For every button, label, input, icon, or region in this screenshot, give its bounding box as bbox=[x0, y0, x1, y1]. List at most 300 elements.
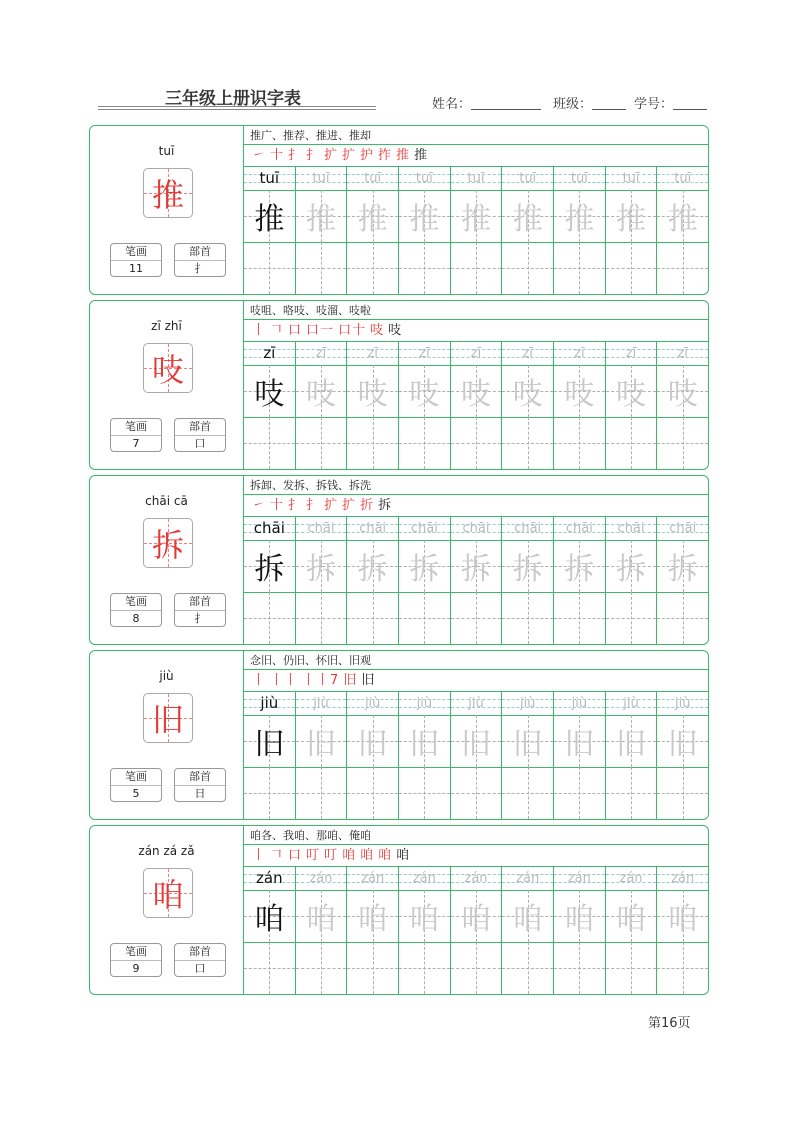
trace-character: 推 bbox=[667, 202, 698, 237]
pinyin-cell[interactable] bbox=[296, 167, 348, 190]
writing-cell[interactable] bbox=[296, 190, 348, 242]
stroke-step: 吱 bbox=[388, 323, 403, 338]
writing-cell[interactable] bbox=[657, 242, 708, 294]
pinyin-trace: chāi bbox=[462, 521, 490, 536]
writing-cell[interactable] bbox=[606, 540, 658, 592]
pinyin-row bbox=[244, 692, 708, 716]
writing-cell[interactable] bbox=[244, 242, 296, 294]
writing-cell[interactable] bbox=[502, 242, 554, 294]
pinyin-trace: tuī bbox=[467, 171, 485, 186]
trace-row bbox=[244, 540, 708, 593]
trace-character: 推 bbox=[306, 202, 336, 237]
pinyin-cell[interactable] bbox=[657, 167, 708, 190]
pinyin-trace: zán bbox=[619, 871, 643, 886]
word-list: 念旧、仍旧、怀旧、旧观 bbox=[244, 651, 708, 670]
pinyin-cell[interactable] bbox=[296, 867, 348, 890]
pinyin-trace: zī bbox=[625, 346, 637, 361]
writing-cell[interactable] bbox=[554, 715, 606, 767]
pinyin-cell[interactable] bbox=[347, 867, 399, 890]
writing-cell[interactable] bbox=[502, 190, 554, 242]
writing-cell[interactable] bbox=[347, 592, 399, 644]
writing-cell[interactable] bbox=[399, 365, 451, 417]
writing-cell[interactable] bbox=[502, 767, 554, 819]
stroke-step: 折 bbox=[360, 498, 375, 513]
pinyin-cell[interactable] bbox=[502, 867, 554, 890]
pinyin-cell[interactable] bbox=[606, 167, 658, 190]
pinyin-cell[interactable] bbox=[554, 692, 606, 715]
writing-cell[interactable] bbox=[244, 715, 296, 767]
writing-cell[interactable] bbox=[296, 942, 348, 994]
pinyin-trace: zī bbox=[367, 346, 378, 361]
stroke-step: 咱 bbox=[360, 848, 375, 863]
pinyin-cell[interactable] bbox=[502, 342, 554, 365]
trace-character: 咱 bbox=[667, 902, 698, 937]
stroke-step: 吱 bbox=[370, 323, 385, 338]
writing-cell[interactable] bbox=[606, 190, 658, 242]
pinyin-cell[interactable] bbox=[244, 342, 296, 365]
writing-cell[interactable] bbox=[296, 715, 348, 767]
writing-cell[interactable] bbox=[606, 767, 658, 819]
stroke-count-label: 笔画 bbox=[111, 244, 161, 261]
pinyin-cell[interactable] bbox=[347, 167, 399, 190]
pinyin-trace: chāi bbox=[253, 519, 285, 537]
stroke-order bbox=[244, 320, 708, 342]
writing-cell[interactable] bbox=[347, 365, 399, 417]
stroke-step: 扌 bbox=[306, 148, 321, 163]
pinyin-trace: tuī bbox=[570, 171, 588, 186]
writing-cell[interactable] bbox=[657, 365, 708, 417]
trace-character: 推 bbox=[616, 202, 647, 237]
stroke-step: 拆 bbox=[378, 498, 393, 513]
writing-cell[interactable] bbox=[399, 540, 451, 592]
writing-cell[interactable] bbox=[399, 715, 451, 767]
writing-cell[interactable] bbox=[399, 242, 451, 294]
radical-value: 扌 bbox=[194, 262, 206, 275]
stroke-step: 叮 bbox=[306, 848, 321, 863]
pinyin-trace: zī bbox=[315, 346, 327, 361]
writing-cell[interactable] bbox=[502, 715, 554, 767]
trace-character: 旧 bbox=[306, 727, 336, 762]
pinyin-cell[interactable] bbox=[502, 692, 554, 715]
stroke-step: 十 bbox=[270, 148, 285, 163]
trace-character: 推 bbox=[512, 202, 543, 237]
writing-cell[interactable] bbox=[657, 715, 708, 767]
character-card bbox=[89, 825, 709, 995]
pinyin-cell[interactable] bbox=[347, 342, 399, 365]
stroke-step: 扩 bbox=[324, 498, 339, 513]
writing-cell[interactable] bbox=[451, 890, 503, 942]
stroke-step: 口一 bbox=[306, 323, 335, 338]
radical-value: 口 bbox=[194, 437, 206, 450]
writing-cell[interactable] bbox=[554, 190, 606, 242]
pinyin-cell[interactable] bbox=[399, 167, 451, 190]
writing-cell[interactable] bbox=[399, 417, 451, 469]
writing-cell[interactable] bbox=[554, 540, 606, 592]
stroke-step: 旧 bbox=[361, 673, 376, 688]
model-character: 咱 bbox=[254, 902, 285, 937]
pinyin-cell[interactable] bbox=[399, 692, 451, 715]
writing-cell[interactable] bbox=[244, 540, 296, 592]
trace-character: 旧 bbox=[667, 727, 698, 762]
stroke-step: 推 bbox=[396, 148, 411, 163]
pinyin-trace: chāi bbox=[410, 521, 438, 536]
writing-cell[interactable] bbox=[347, 540, 399, 592]
pinyin-trace: jiù bbox=[416, 696, 433, 711]
character-display-box bbox=[143, 868, 193, 918]
pinyin-trace: jiù bbox=[674, 696, 691, 711]
writing-cell[interactable] bbox=[657, 767, 708, 819]
radical-box bbox=[174, 418, 226, 452]
stroke-step: 𠃍 bbox=[270, 323, 285, 338]
pinyin-trace: zī bbox=[263, 344, 276, 362]
trace-character: 推 bbox=[357, 202, 388, 237]
trace-character: 吱 bbox=[564, 377, 595, 412]
pinyin-trace: zán bbox=[256, 869, 283, 887]
writing-cell[interactable] bbox=[657, 540, 708, 592]
model-character: 旧 bbox=[254, 727, 285, 762]
pinyin-trace: zán bbox=[567, 871, 591, 886]
trace-character: 拆 bbox=[306, 552, 336, 587]
writing-cell[interactable] bbox=[657, 942, 708, 994]
writing-cell[interactable] bbox=[657, 190, 708, 242]
writing-cell[interactable] bbox=[606, 715, 658, 767]
stroke-step: ㇀ bbox=[252, 498, 267, 513]
character: 拆 bbox=[151, 526, 184, 564]
writing-cell[interactable] bbox=[451, 242, 503, 294]
stroke-count-label: 笔画 bbox=[111, 594, 161, 611]
trace-character: 推 bbox=[409, 202, 440, 237]
writing-cell[interactable] bbox=[347, 715, 399, 767]
title-underline bbox=[98, 106, 376, 107]
stroke-step: ㇀ bbox=[252, 148, 267, 163]
radical-value: 扌 bbox=[194, 612, 206, 625]
writing-cell[interactable] bbox=[399, 942, 451, 994]
writing-cell[interactable] bbox=[554, 417, 606, 469]
pinyin-trace: tuī bbox=[415, 171, 433, 186]
writing-cell[interactable] bbox=[399, 592, 451, 644]
pinyin-cell[interactable] bbox=[244, 517, 296, 540]
pinyin-cell[interactable] bbox=[296, 692, 348, 715]
practice-panel bbox=[244, 476, 708, 644]
writing-cell[interactable] bbox=[296, 417, 348, 469]
trace-character: 咱 bbox=[616, 902, 647, 937]
writing-cell[interactable] bbox=[347, 942, 399, 994]
writing-cell[interactable] bbox=[554, 592, 606, 644]
trace-character: 旧 bbox=[409, 727, 440, 762]
character-info-panel bbox=[90, 826, 244, 994]
stroke-order bbox=[244, 845, 708, 867]
pinyin-trace: jiù bbox=[571, 696, 588, 711]
model-character: 推 bbox=[254, 202, 285, 237]
stroke-count-label: 笔画 bbox=[111, 769, 161, 786]
writing-cell[interactable] bbox=[554, 942, 606, 994]
name-field[interactable] bbox=[432, 93, 541, 112]
blank-row bbox=[244, 942, 708, 994]
stroke-step: 𠃍 bbox=[270, 848, 285, 863]
stroke-step: 扩 bbox=[342, 498, 357, 513]
pinyin-trace: tuī bbox=[622, 171, 640, 186]
blank-row bbox=[244, 767, 708, 819]
writing-cell[interactable] bbox=[451, 190, 503, 242]
stroke-step: 丨 bbox=[252, 673, 267, 688]
pinyin-trace: chāi bbox=[514, 521, 542, 536]
pinyin-cell[interactable] bbox=[606, 342, 658, 365]
stroke-count-box bbox=[110, 418, 162, 452]
pinyin-cell[interactable] bbox=[244, 692, 296, 715]
writing-cell[interactable] bbox=[399, 190, 451, 242]
writing-cell[interactable] bbox=[347, 417, 399, 469]
writing-cell[interactable] bbox=[244, 365, 296, 417]
pinyin-trace: zán bbox=[309, 871, 333, 886]
character-card bbox=[89, 650, 709, 820]
pinyin-trace: zán bbox=[516, 871, 540, 886]
writing-cell[interactable] bbox=[296, 767, 348, 819]
pinyin-cell[interactable] bbox=[347, 517, 399, 540]
stroke-count-value: 8 bbox=[132, 612, 140, 625]
model-character: 吱 bbox=[254, 377, 285, 412]
character-display-box bbox=[143, 168, 193, 218]
pinyin-trace: chāi bbox=[565, 521, 593, 536]
writing-cell[interactable] bbox=[502, 365, 554, 417]
pinyin-cell[interactable] bbox=[451, 517, 503, 540]
writing-cell[interactable] bbox=[347, 242, 399, 294]
pinyin-trace: zī bbox=[522, 346, 533, 361]
trace-character: 拆 bbox=[667, 552, 698, 587]
pinyin-cell[interactable] bbox=[502, 167, 554, 190]
pinyin-trace: chāi bbox=[307, 521, 335, 536]
writing-cell[interactable] bbox=[657, 417, 708, 469]
pinyin-trace: jiù bbox=[519, 696, 536, 711]
blank-row bbox=[244, 242, 708, 294]
pinyin-row bbox=[244, 867, 708, 891]
character-info-panel bbox=[90, 476, 244, 644]
writing-cell[interactable] bbox=[606, 890, 658, 942]
writing-cell[interactable] bbox=[554, 767, 606, 819]
trace-character: 吱 bbox=[512, 377, 543, 412]
radical-value: 日 bbox=[194, 787, 206, 800]
blank-row bbox=[244, 592, 708, 644]
radical-label: 部首 bbox=[175, 244, 225, 261]
pinyin-trace: chāi bbox=[669, 521, 697, 536]
stroke-step: 咱 bbox=[342, 848, 357, 863]
pinyin-trace: zán bbox=[361, 871, 385, 886]
writing-cell[interactable] bbox=[502, 890, 554, 942]
writing-cell[interactable] bbox=[244, 767, 296, 819]
writing-cell[interactable] bbox=[451, 365, 503, 417]
word-list: 吱咀、咯吱、吱溜、吱啦 bbox=[244, 301, 708, 320]
pinyin-trace: jiù bbox=[260, 694, 279, 712]
pinyin-cell[interactable] bbox=[244, 867, 296, 890]
pinyin-cell[interactable] bbox=[657, 692, 708, 715]
pinyin-cell[interactable] bbox=[296, 342, 348, 365]
pinyin-cell[interactable] bbox=[606, 867, 658, 890]
stroke-step: 叮 bbox=[324, 848, 339, 863]
writing-cell[interactable] bbox=[554, 890, 606, 942]
trace-character: 咱 bbox=[564, 902, 595, 937]
class-field[interactable] bbox=[553, 93, 626, 112]
pinyin-cell[interactable] bbox=[347, 692, 399, 715]
practice-panel bbox=[244, 126, 708, 294]
pinyin-trace: zán bbox=[412, 871, 436, 886]
pinyin-trace: tuī bbox=[364, 171, 382, 186]
character-pinyin: jiù bbox=[159, 669, 174, 683]
radical-label: 部首 bbox=[175, 944, 225, 961]
character-card bbox=[89, 125, 709, 295]
stroke-step: 拃 bbox=[378, 148, 393, 163]
trace-character: 拆 bbox=[461, 552, 492, 587]
student-id-label: 学号： bbox=[634, 97, 674, 112]
trace-row bbox=[244, 890, 708, 943]
pinyin-cell[interactable] bbox=[657, 342, 708, 365]
writing-cell[interactable] bbox=[451, 592, 503, 644]
radical-label: 部首 bbox=[175, 594, 225, 611]
writing-cell[interactable] bbox=[606, 942, 658, 994]
writing-cell[interactable] bbox=[606, 365, 658, 417]
writing-cell[interactable] bbox=[296, 592, 348, 644]
pinyin-trace: jiù bbox=[364, 696, 381, 711]
writing-cell[interactable] bbox=[502, 942, 554, 994]
pinyin-cell[interactable] bbox=[554, 342, 606, 365]
character-pinyin: tuī bbox=[158, 144, 175, 158]
trace-character: 吱 bbox=[667, 377, 698, 412]
stroke-count-box bbox=[110, 768, 162, 802]
writing-cell[interactable] bbox=[347, 190, 399, 242]
radical-box bbox=[174, 593, 226, 627]
writing-cell[interactable] bbox=[554, 242, 606, 294]
pinyin-cell[interactable] bbox=[657, 517, 708, 540]
radical-box bbox=[174, 943, 226, 977]
stroke-count-label: 笔画 bbox=[111, 419, 161, 436]
character-pinyin: chāi cā bbox=[145, 494, 188, 508]
word-list: 拆卸、发拆、拆钱、拆洗 bbox=[244, 476, 708, 495]
pinyin-cell[interactable] bbox=[451, 692, 503, 715]
writing-cell[interactable] bbox=[451, 417, 503, 469]
writing-cell[interactable] bbox=[244, 417, 296, 469]
character-info-panel bbox=[90, 126, 244, 294]
trace-character: 咱 bbox=[461, 902, 492, 937]
writing-cell[interactable] bbox=[296, 242, 348, 294]
radical-box bbox=[174, 243, 226, 277]
pinyin-cell[interactable] bbox=[554, 867, 606, 890]
pinyin-trace: tuī bbox=[674, 171, 692, 186]
writing-cell[interactable] bbox=[244, 592, 296, 644]
writing-cell[interactable] bbox=[296, 365, 348, 417]
model-character: 拆 bbox=[254, 552, 285, 587]
stroke-step: 扌 bbox=[288, 498, 303, 513]
writing-cell[interactable] bbox=[502, 592, 554, 644]
pinyin-cell[interactable] bbox=[451, 867, 503, 890]
writing-cell[interactable] bbox=[451, 942, 503, 994]
writing-cell[interactable] bbox=[244, 890, 296, 942]
pinyin-cell[interactable] bbox=[451, 342, 503, 365]
writing-cell[interactable] bbox=[657, 592, 708, 644]
writing-cell[interactable] bbox=[502, 417, 554, 469]
pinyin-row bbox=[244, 167, 708, 191]
character-display-box bbox=[143, 518, 193, 568]
writing-cell[interactable] bbox=[451, 767, 503, 819]
stroke-step: 丨丨 bbox=[270, 673, 299, 688]
trace-character: 推 bbox=[564, 202, 595, 237]
blank-row bbox=[244, 417, 708, 469]
stroke-count-box bbox=[110, 243, 162, 277]
stroke-step: 十 bbox=[270, 498, 285, 513]
pinyin-cell[interactable] bbox=[606, 517, 658, 540]
trace-character: 旧 bbox=[616, 727, 647, 762]
pinyin-cell[interactable] bbox=[296, 517, 348, 540]
pinyin-cell[interactable] bbox=[399, 867, 451, 890]
writing-cell[interactable] bbox=[399, 890, 451, 942]
pinyin-cell[interactable] bbox=[502, 517, 554, 540]
stroke-step: 口 bbox=[288, 323, 303, 338]
writing-cell[interactable] bbox=[244, 190, 296, 242]
pinyin-row bbox=[244, 342, 708, 366]
stroke-step: 扩 bbox=[324, 148, 339, 163]
title-underline bbox=[98, 109, 376, 110]
trace-character: 吱 bbox=[357, 377, 388, 412]
pinyin-trace: jiù bbox=[313, 696, 329, 711]
stroke-step: 丨丨7 bbox=[302, 673, 340, 688]
pinyin-trace: tuī bbox=[519, 171, 537, 186]
character-display-box bbox=[143, 693, 193, 743]
pinyin-cell[interactable] bbox=[606, 692, 658, 715]
pinyin-cell[interactable] bbox=[554, 167, 606, 190]
pinyin-cell[interactable] bbox=[244, 167, 296, 190]
writing-cell[interactable] bbox=[347, 767, 399, 819]
name-label: 姓名： bbox=[432, 97, 472, 112]
writing-cell[interactable] bbox=[554, 365, 606, 417]
writing-cell[interactable] bbox=[606, 417, 658, 469]
writing-cell[interactable] bbox=[606, 242, 658, 294]
trace-character: 吱 bbox=[616, 377, 647, 412]
trace-character: 旧 bbox=[461, 727, 492, 762]
pinyin-cell[interactable] bbox=[451, 167, 503, 190]
character: 咱 bbox=[151, 876, 184, 914]
radical-label: 部首 bbox=[175, 419, 225, 436]
character-pinyin: zán zá zǎ bbox=[138, 844, 195, 858]
pinyin-cell[interactable] bbox=[399, 342, 451, 365]
pinyin-cell[interactable] bbox=[657, 867, 708, 890]
stroke-count-box bbox=[110, 593, 162, 627]
pinyin-row bbox=[244, 517, 708, 541]
writing-cell[interactable] bbox=[347, 890, 399, 942]
writing-cell[interactable] bbox=[296, 890, 348, 942]
trace-character: 咱 bbox=[409, 902, 440, 937]
writing-cell[interactable] bbox=[657, 890, 708, 942]
trace-character: 拆 bbox=[512, 552, 543, 587]
writing-cell[interactable] bbox=[399, 767, 451, 819]
writing-cell[interactable] bbox=[502, 540, 554, 592]
writing-cell[interactable] bbox=[296, 540, 348, 592]
trace-character: 吱 bbox=[306, 377, 336, 412]
stroke-step: 扌 bbox=[288, 148, 303, 163]
character-card bbox=[89, 475, 709, 645]
writing-cell[interactable] bbox=[606, 592, 658, 644]
pinyin-trace: tuī bbox=[259, 169, 280, 187]
stroke-count-box bbox=[110, 943, 162, 977]
writing-cell[interactable] bbox=[244, 942, 296, 994]
pinyin-cell[interactable] bbox=[399, 517, 451, 540]
character-card bbox=[89, 300, 709, 470]
student-id-field[interactable] bbox=[634, 93, 707, 112]
writing-cell[interactable] bbox=[451, 715, 503, 767]
radical-label: 部首 bbox=[175, 769, 225, 786]
writing-cell[interactable] bbox=[451, 540, 503, 592]
pinyin-cell[interactable] bbox=[554, 517, 606, 540]
trace-row bbox=[244, 190, 708, 243]
stroke-count-value: 5 bbox=[132, 787, 140, 800]
stroke-count-value: 7 bbox=[132, 437, 140, 450]
trace-character: 吱 bbox=[409, 377, 440, 412]
